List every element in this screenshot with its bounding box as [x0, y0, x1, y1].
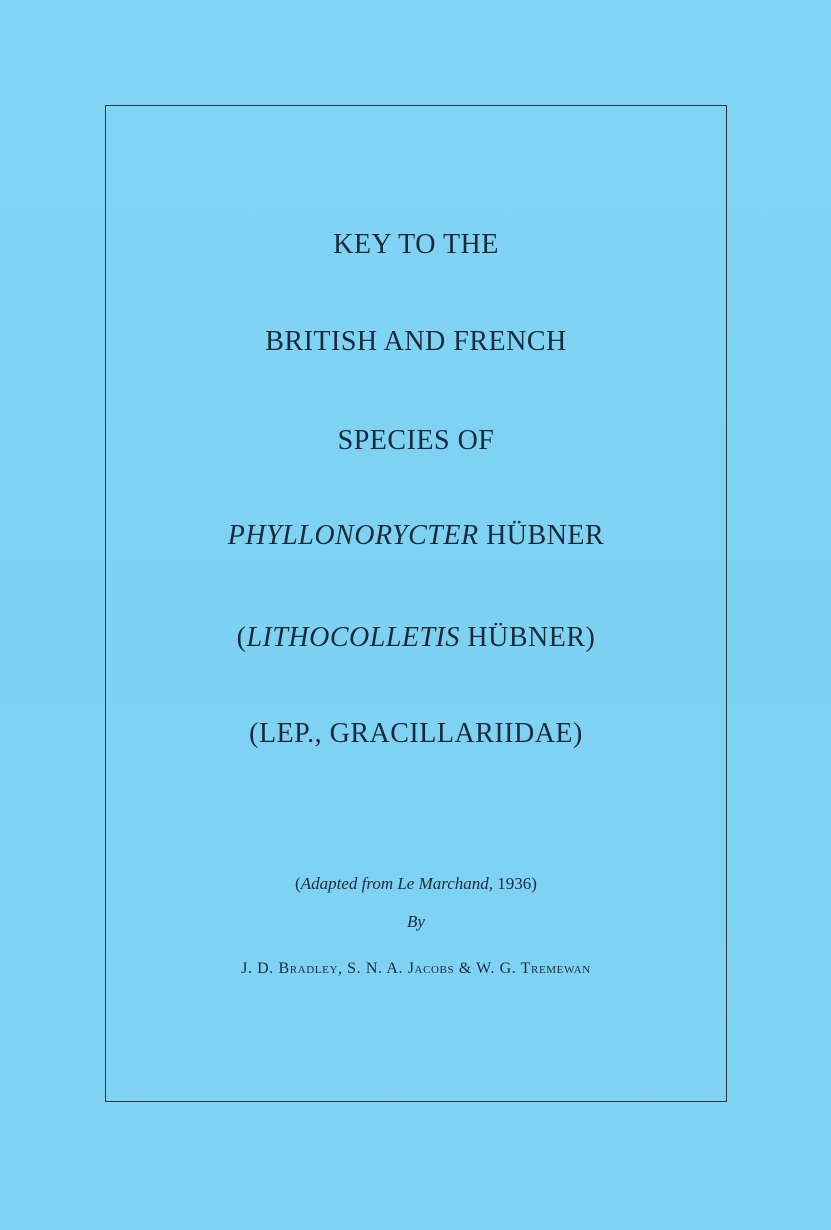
adapted-open-paren: ( — [295, 874, 301, 893]
adapted-from-note — [105, 873, 727, 895]
title-line-5 — [105, 621, 727, 655]
adapted-source: Adapted from Le Marchand, — [300, 874, 494, 893]
synonym-open-paren: ( — [236, 622, 247, 653]
synonym-genus-name: LITHOCOLLETIS — [246, 622, 460, 653]
synonym-author: HÜBNER) — [459, 622, 596, 653]
title-line-3: SPECIES OF — [337, 425, 495, 456]
authors: J. D. Bradley, S. N. A. Jacobs & W. G. Tremewan — [241, 960, 591, 977]
genus-author: HÜBNER — [478, 520, 605, 551]
title-line-2: BRITISH AND FRENCH — [265, 326, 567, 357]
title-line-4 — [105, 519, 727, 553]
adapted-year: 1936) — [493, 874, 537, 893]
title-line-1: KEY TO THE — [333, 229, 499, 260]
by-label: By — [407, 912, 425, 931]
title-line-6: (LEP., GRACILLARIIDAE) — [249, 718, 583, 749]
genus-name: PHYLLONORYCTER — [227, 520, 479, 551]
